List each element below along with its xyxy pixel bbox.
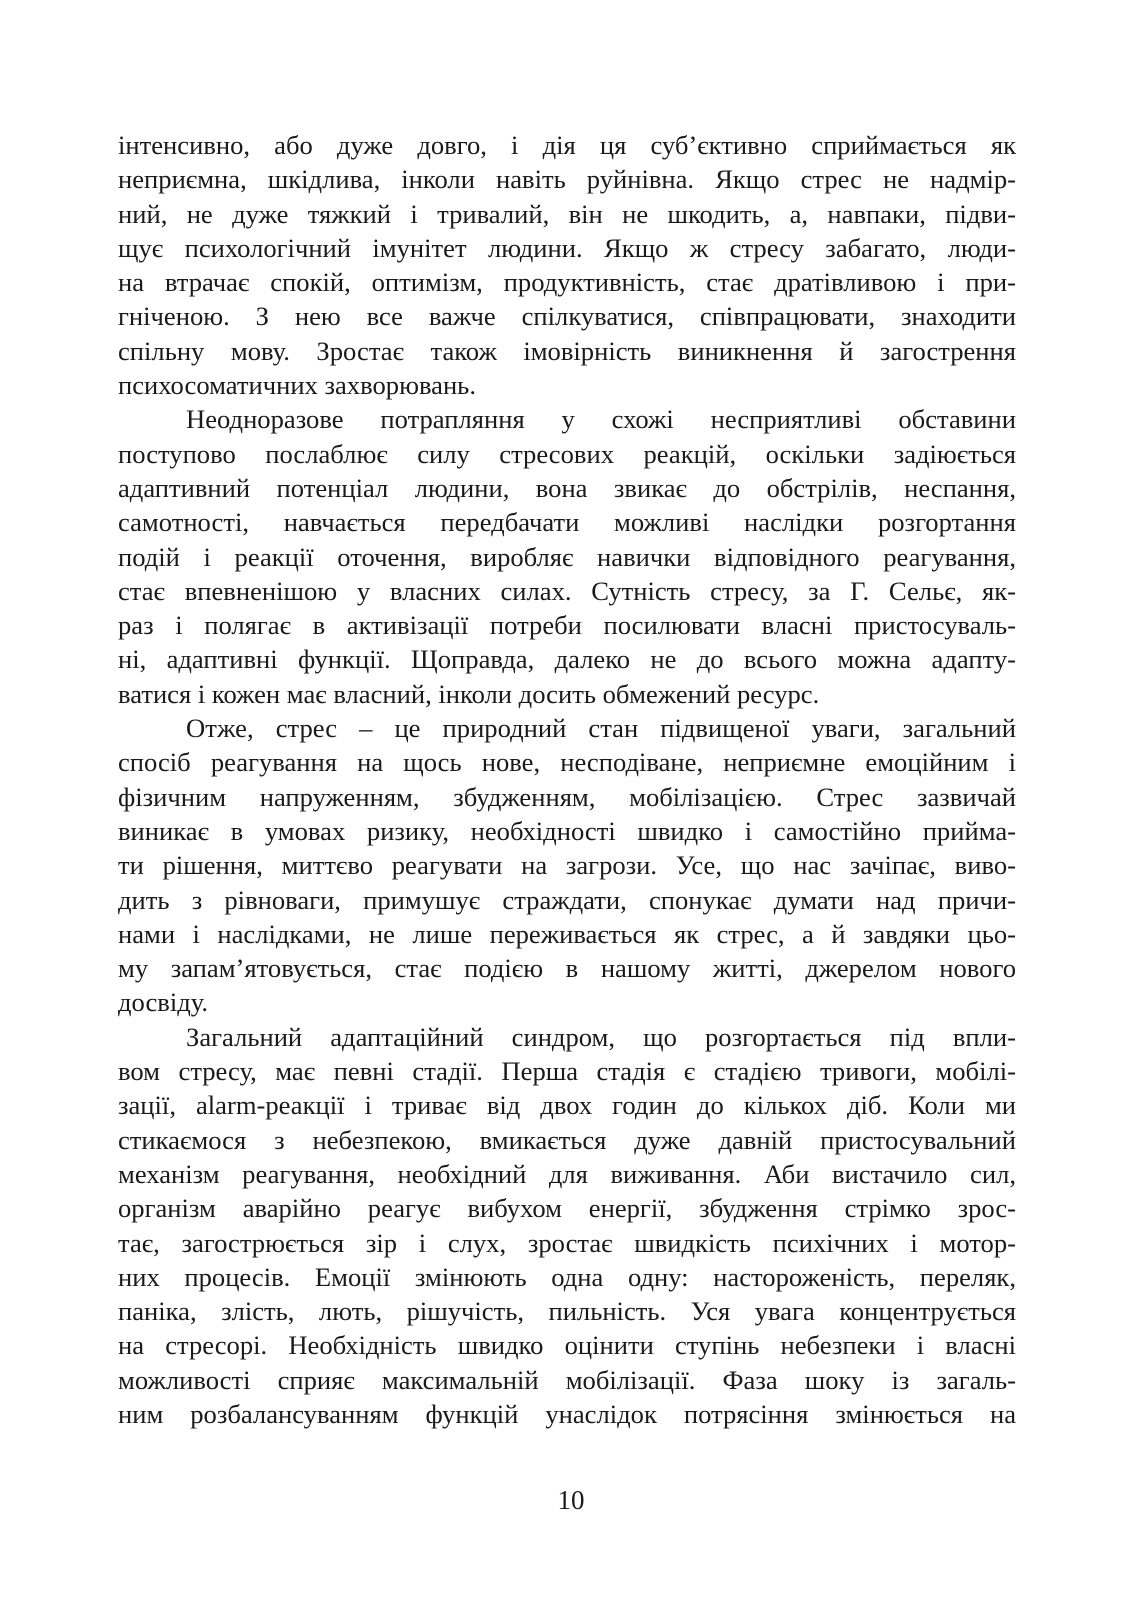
text-line: вом стресу, має певні стадії. Перша стадія є стадією тривоги, мобілі- [118, 1056, 1016, 1087]
text-line: му запам’ятовується, стає подією в нашому житті, джерелом нового [118, 953, 1016, 984]
text-line: механізм реагування, необхідний для виживання. Аби вистачило сил, [118, 1158, 1016, 1189]
text-line: ти рішення, миттєво реагувати на загрози. Усе, що нас зачіпає, виво- [118, 850, 1016, 881]
text-line: ні, адаптивні функції. Щоправда, далеко не до всього можна адапту- [118, 644, 1016, 675]
text-line: досвіду. [118, 987, 209, 1018]
text-line: подій і реакції оточення, виробляє навички відповідного реагування, [118, 541, 1016, 572]
text-line: нами і наслідками, не лише переживається як стрес, а й завдяки цьо- [118, 918, 1016, 949]
text-line: спільну мову. Зростає також імовірність виникнення й загострення [118, 335, 1016, 366]
text-line: тає, загострюється зір і слух, зростає швидкість психічних і мотор- [118, 1227, 1016, 1258]
text-line: на втрачає спокій, оптимізм, продуктивність, стає дратівливою і при- [118, 267, 1016, 298]
text-line: Загальний адаптаційний синдром, що розгортається під впли- [186, 1021, 1016, 1052]
text-line: ватися і кожен має власний, інколи досить обмежений ресурс. [118, 678, 820, 709]
text-line: виникає в умовах ризику, необхідності швидко і самостійно прийма- [118, 815, 1016, 846]
text-line: фізичним напруженням, збудженням, мобілізацією. Стрес зазвичай [118, 781, 1016, 812]
body-text [118, 128, 1016, 1431]
text-line: щує психологічний імунітет людини. Якщо ж стресу забагато, люди- [118, 232, 1016, 263]
text-line: на стресорі. Необхідність швидко оцінити ступінь небезпеки і власні [118, 1330, 1016, 1361]
text-line: раз і полягає в активізації потреби посилювати власні пристосуваль- [118, 610, 1016, 641]
text-line: ним розбалансуванням функцій унаслідок потрясіння змінюється на [118, 1398, 1016, 1429]
text-line: інтенсивно, або дуже довго, і дія ця суб’єктивно сприймається як [118, 130, 1016, 160]
text-line: дить з рівноваги, примушує страждати, спонукає думати над причи- [118, 884, 1016, 915]
text-line: поступово послаблює силу стресових реакцій, оскільки задіюється [118, 438, 1016, 469]
text-line: адаптивний потенціал людини, вона звикає до обстрілів, неспання, [118, 472, 1016, 503]
text-line: неприємна, шкідлива, інколи навіть руйнівна. Якщо стрес не надмір- [118, 164, 1016, 195]
text-line: організм аварійно реагує вибухом енергії, збудження стрімко зрос- [118, 1193, 1016, 1224]
text-line: самотності, навчається передбачати можливі наслідки розгортання [118, 507, 1016, 538]
text-line: гніченою. З нею все важче спілкуватися, співпрацювати, знаходити [118, 301, 1016, 332]
text-line: Неодноразове потрапляння у схожі несприятливі обставини [186, 404, 1016, 435]
paragraph-3 [118, 711, 1016, 1020]
text-line: психосоматичних захворювань. [118, 370, 476, 401]
paragraph-1 [118, 128, 1016, 402]
text-line: зації, alarm-реакції і триває від двох годин до кількох діб. Коли ми [118, 1090, 1016, 1121]
paragraph-2 [118, 402, 1016, 711]
text-line: стикаємося з небезпекою, вмикається дуже давній пристосувальний [118, 1124, 1016, 1155]
text-line: них процесів. Емоції змінюють одна одну: настороженість, переляк, [118, 1261, 1016, 1292]
paragraph-4 [118, 1020, 1016, 1432]
text-line: спосіб реагування на щось нове, несподіване, неприємне емоційним і [118, 747, 1016, 778]
text-line: паніка, злість, лють, рішучість, пильність. Уся увага концентрується [118, 1296, 1016, 1327]
text-line: можливості сприяє максимальній мобілізації. Фаза шоку із загаль- [118, 1364, 1016, 1395]
text-line: стає впевненішою у власних силах. Сутність стресу, за Г. Сельє, як- [118, 575, 1016, 606]
text-line: ний, не дуже тяжкий і тривалий, він не шкодить, а, навпаки, підви- [118, 198, 1016, 229]
page-number: 10 [557, 1485, 585, 1515]
text-line: Отже, стрес – це природний стан підвищеної уваги, загальний [186, 713, 1016, 744]
